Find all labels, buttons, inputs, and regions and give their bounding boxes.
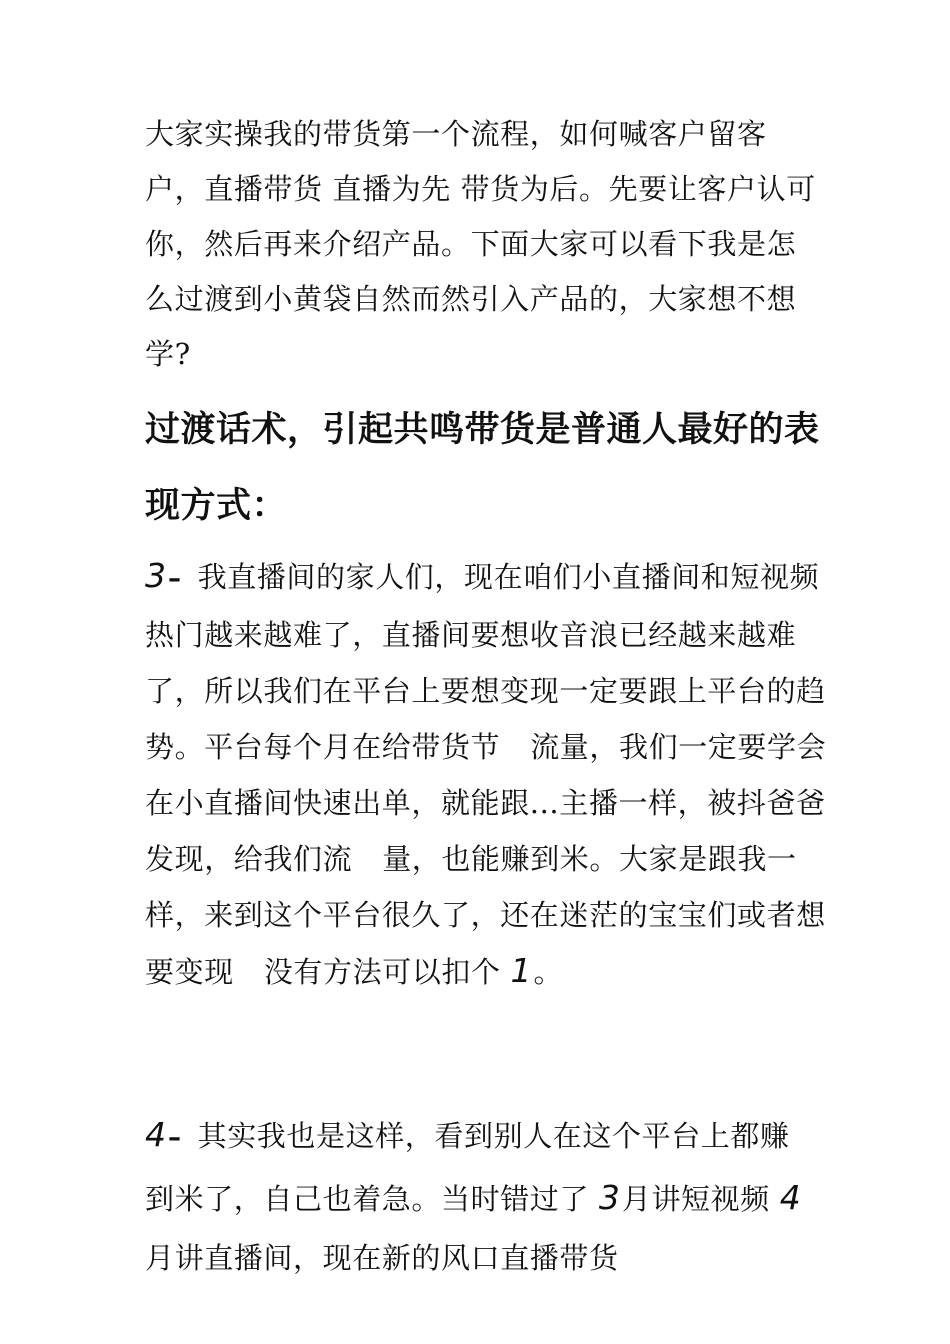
item-3-number: 3 (145, 556, 168, 595)
item-4-num-april: 4 (779, 1178, 803, 1217)
item-4-dash: – (168, 1123, 182, 1153)
item-3-end-punct: 。 (533, 955, 564, 989)
item-4-number: 4 (145, 1115, 168, 1154)
item-3-end-number: 1 (510, 951, 534, 990)
item-3-paragraph (145, 548, 835, 1000)
item-3-text-c: 量，也能赚到米。大家是跟我一样，来到这个平台很久了，还在迷茫的宝宝们或者想要变现 (145, 842, 826, 989)
item-4-text-b: 月讲短视频 (621, 1182, 770, 1216)
item-3-text-a: 我直播间的家人们，现在咱们小直播间和短视频热门越来越难了，直播间要想收音浪已经越来越难了，所以我们在平台上要想变现一定要跟上平台的趋势。平台每个月在给带货节 (145, 560, 826, 764)
intro-text: 大家实操我的带货第一个流程，如何喊客户留客户，直播带货 直播为先 带货为后。先要让客户认可你，然后再来介绍产品。下面大家可以看下我是怎么过渡到小黄袋自然而然引入产品的，大家想不想学? (145, 117, 816, 371)
item-3-text-b: 流量，我们一定要学会在小直播间快速出单，就能跟...主播一样，被抖爸爸发现，给我们流 (145, 730, 827, 876)
item-4-text-a: 其实我也是这样，看到别人在这个平台上都赚到米了，自己也着急。当时错过了 (145, 1119, 790, 1216)
item-3-text-d: 没有方法可以扣个 (263, 955, 501, 989)
item-4-text-c: 月讲直播间，现在新的风口直播带货 (145, 1241, 619, 1275)
intro-paragraph (145, 107, 817, 382)
item-3-dash: – (168, 564, 182, 594)
section-heading: 过渡话术，引起共鸣带货是普通人最好的表现方式： (145, 410, 820, 526)
item-4-paragraph (145, 1105, 817, 1288)
item-4-num-march: 3 (598, 1178, 622, 1217)
